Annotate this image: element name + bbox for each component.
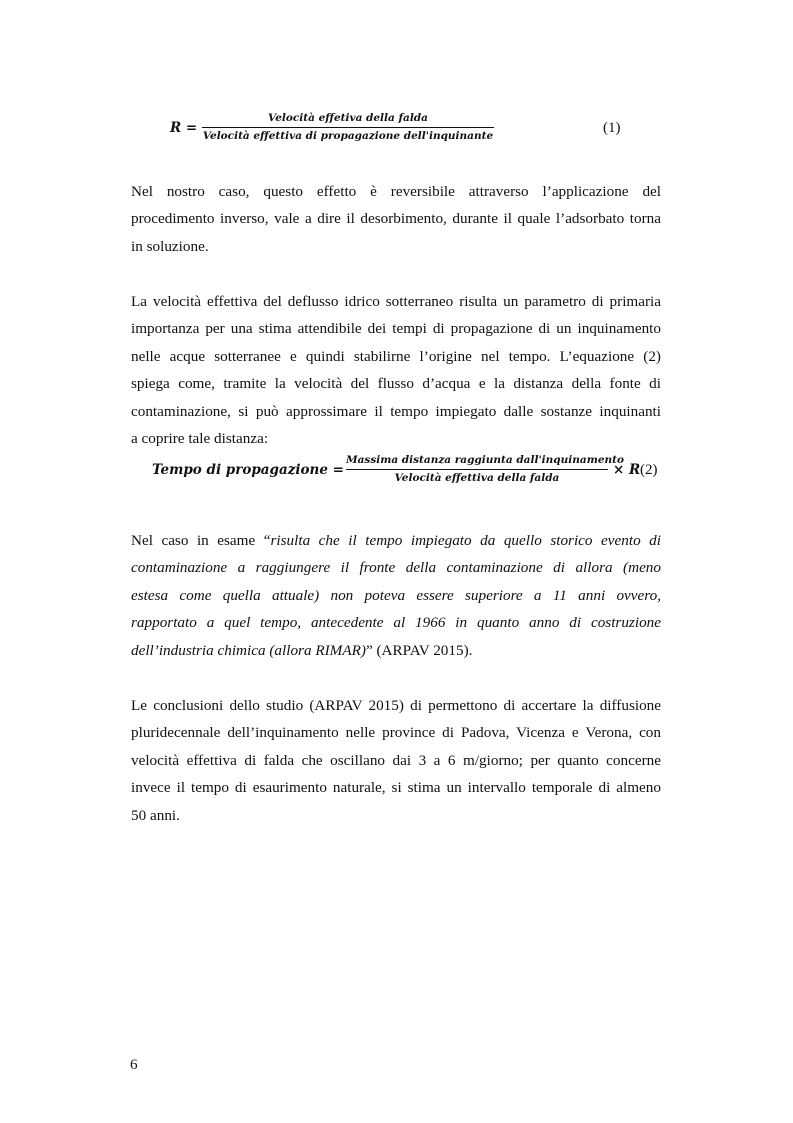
quote-text: rapportato a quel tempo, antecedente al 1966 in quanto anno di costruzione <box>131 614 661 632</box>
equation-1-denominator: Velocità effettiva di propagazione dell'inquinante <box>202 130 494 142</box>
equation-1-number: (1) <box>603 120 621 136</box>
equation-2 <box>130 454 662 494</box>
text-line: Le conclusioni dello studio (ARPAV 2015) di permettono di accertare la diffusione <box>131 697 661 714</box>
text-line: nelle acque sotterranee e quindi stabilirne l’origine nel tempo. L’equazione (2) <box>131 347 661 365</box>
equation-2-denominator: Velocità effettiva della falda <box>394 472 560 484</box>
text-line: in soluzione. <box>131 237 209 255</box>
equation-2-numerator: Massima distanza raggiunta dall'inquinamento <box>346 454 624 466</box>
fraction-bar <box>346 469 608 470</box>
equation-2-lhs: Tempo di propagazione = <box>152 462 344 478</box>
text-line: Nel nostro caso, questo effetto è reversibile attraverso l’applicazione del <box>131 183 661 200</box>
paragraph-1 <box>131 178 661 260</box>
paragraph-2 <box>131 288 661 452</box>
text-line: importanza per una stima attendibile dei tempi di propagazione di un inquinamento <box>131 320 661 338</box>
quote-text: dell’industria chimica (allora RIMAR) <box>131 641 366 659</box>
equation-1 <box>130 112 662 152</box>
equation-1-fraction <box>202 112 494 143</box>
text-line: spiega come, tramite la velocità del flusso d’acqua e la distanza della fonte di <box>131 375 661 393</box>
quote-text: contaminazione a raggiungere il fronte della contaminazione di allora (meno <box>131 559 661 577</box>
text-line: pluridecennale dell’inquinamento nelle province di Padova, Vicenza e Verona, con <box>131 724 661 742</box>
quote-trail: ” (ARPAV 2015). <box>365 641 473 659</box>
text-line: procedimento inverso, vale a dire il desorbimento, durante il quale l’adsorbato torna <box>131 210 661 228</box>
quote-lead: Nel caso in esame “ <box>131 532 271 549</box>
quote-text: estesa come quella attuale) non poteva essere superiore a 11 anni ovvero, <box>131 586 661 604</box>
text-line <box>131 637 661 664</box>
equation-1-numerator: Velocità effetiva della falda <box>268 112 428 124</box>
fraction-bar <box>202 127 494 128</box>
text-line <box>131 527 661 554</box>
page-number: 6 <box>130 1056 138 1073</box>
paragraph-3 <box>131 527 661 664</box>
text-line: contaminazione, si può approssimare il tempo impiegato dalle sostanze inquinanti <box>131 402 661 420</box>
paragraph-4 <box>131 692 661 829</box>
equation-1-lhs: R = <box>170 120 198 136</box>
text-line: a coprire tale distanza: <box>131 429 269 447</box>
equation-2-number: (2) <box>640 462 658 478</box>
equation-2-rhs: × R <box>613 462 641 478</box>
equation-2-fraction <box>346 454 624 485</box>
text-line: invece il tempo di esaurimento naturale, si stima un intervallo temporale di almeno <box>131 779 661 797</box>
text-line: velocità effettiva di falda che oscillano dai 3 a 6 m/giorno; per quanto concerne <box>131 751 661 769</box>
quote-text: risulta che il tempo impiegato da quello storico evento di <box>270 532 661 549</box>
text-line: La velocità effettiva del deflusso idrico sotterraneo risulta un parametro di primaria <box>131 293 661 310</box>
text-line: 50 anni. <box>131 806 180 824</box>
